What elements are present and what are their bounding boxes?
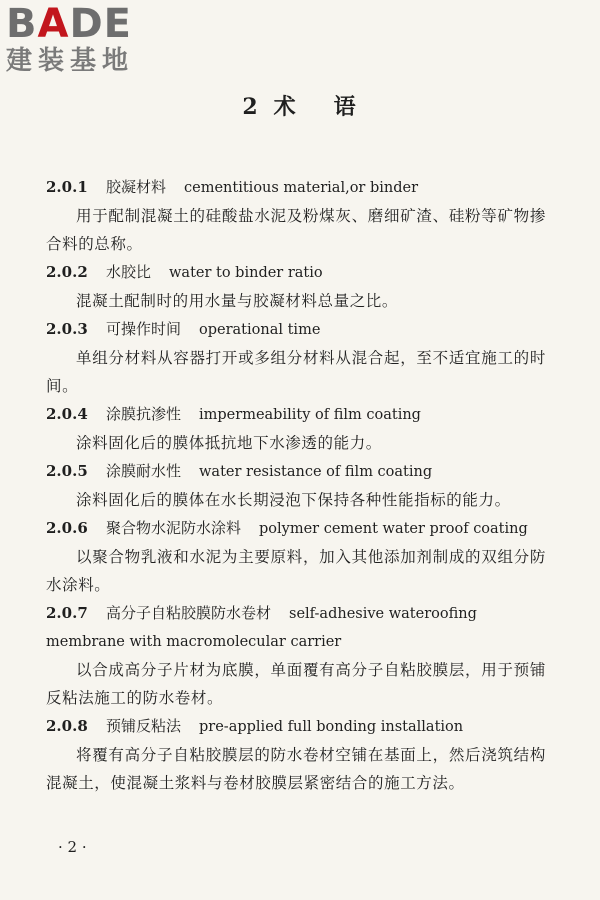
term-number: 2.0.6	[46, 519, 88, 537]
term-definition: 以聚合物乳液和水泥为主要原料，加入其他添加剂制成的双组分防水涂料。	[46, 548, 546, 594]
term-en: self-adhesive wateroofing membrane with macromolecular carrier	[46, 606, 477, 650]
term-number: 2.0.7	[46, 604, 88, 622]
term-entry	[46, 401, 546, 457]
term-definition: 用于配制混凝土的硅酸盐水泥及粉煤灰、磨细矿渣、硅粉等矿物掺合料的总称。	[46, 207, 546, 253]
term-en: impermeability of film coating	[199, 407, 421, 423]
term-heading	[46, 600, 546, 656]
term-number: 2.0.5	[46, 462, 88, 480]
term-en: water resistance of film coating	[199, 464, 433, 480]
term-cn: 预铺反粘法	[106, 717, 182, 735]
term-number: 2.0.3	[46, 320, 88, 338]
term-en: pre-applied full bonding installation	[199, 719, 464, 735]
term-entry	[46, 174, 546, 258]
term-cn: 高分子自粘胶膜防水卷材	[106, 604, 272, 622]
term-definition: 涂料固化后的膜体在水长期浸泡下保持各种性能指标的能力。	[76, 491, 511, 509]
term-definition: 涂料固化后的膜体抵抗地下水渗透的能力。	[76, 434, 382, 452]
term-heading	[46, 401, 546, 429]
term-heading	[46, 458, 546, 486]
term-entry	[46, 259, 546, 315]
chapter-title	[0, 90, 600, 121]
term-entry	[46, 458, 546, 514]
term-number: 2.0.2	[46, 263, 88, 281]
term-number: 2.0.8	[46, 717, 88, 735]
logo-text-en: BADE	[6, 1, 132, 47]
term-cn: 胶凝材料	[106, 178, 167, 196]
term-cn: 涂膜抗渗性	[106, 405, 182, 423]
term-entry	[46, 600, 546, 712]
chapter-number: 2	[242, 94, 260, 120]
terms-list	[46, 174, 546, 798]
term-cn: 聚合物水泥防水涂料	[106, 519, 242, 537]
page-number: · 2 ·	[58, 838, 87, 856]
term-heading	[46, 713, 546, 741]
term-en: polymer cement water proof coating	[259, 521, 528, 537]
term-heading	[46, 259, 546, 287]
term-entry	[46, 713, 546, 797]
term-cn: 水胶比	[106, 263, 152, 281]
logo	[6, 2, 176, 76]
term-cn: 可操作时间	[106, 320, 182, 338]
term-en: cementitious material,or binder	[184, 180, 419, 196]
term-entry	[46, 316, 546, 400]
term-definition: 混凝土配制时的用水量与胶凝材料总量之比。	[76, 292, 399, 310]
chapter-title-part2: 语	[333, 94, 358, 120]
logo-text-cn: 建装基地	[6, 46, 135, 76]
term-cn: 涂膜耐水性	[106, 462, 182, 480]
term-number: 2.0.1	[46, 178, 88, 196]
term-definition: 以合成高分子片材为底膜，单面覆有高分子自粘胶膜层，用于预铺反粘法施工的防水卷材。	[46, 661, 546, 707]
term-en: operational time	[199, 322, 321, 338]
term-definition: 将覆有高分子自粘胶膜层的防水卷材空铺在基面上，然后浇筑结构混凝土，使混凝土浆料与卷材胶膜层紧密结合的施工方法。	[46, 746, 546, 792]
term-number: 2.0.4	[46, 405, 88, 423]
term-entry	[46, 515, 546, 599]
term-heading	[46, 515, 546, 543]
term-heading	[46, 174, 546, 202]
term-en: water to binder ratio	[169, 265, 323, 281]
chapter-title-part1: 术	[273, 94, 298, 120]
term-definition: 单组分材料从容器打开或多组分材料从混合起，至不适宜施工的时间。	[46, 349, 546, 395]
term-heading	[46, 316, 546, 344]
